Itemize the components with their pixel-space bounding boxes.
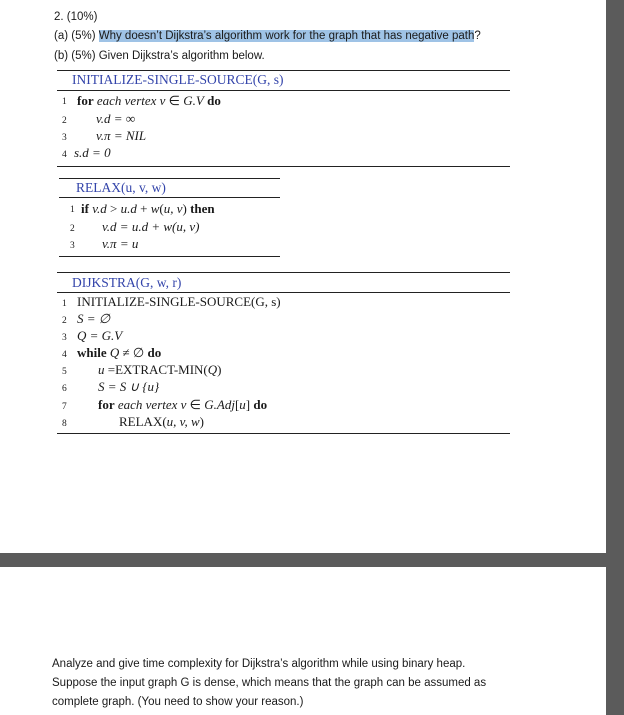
viewer-background-right-lower bbox=[606, 567, 624, 715]
relax-title: RELAX(u, v, w) bbox=[76, 180, 166, 195]
relax-line-1: if v.d > u.d + w(u, v) then bbox=[81, 201, 215, 216]
dijkstra-line-8: RELAX(u, v, w) bbox=[119, 414, 204, 429]
init-line-1: for each vertex v ∈ G.V do bbox=[77, 93, 221, 108]
relax-line-2: v.d = u.d + w(u, v) bbox=[102, 219, 200, 234]
dijkstra-line-2: S = ∅ bbox=[77, 311, 111, 326]
init-line-2: v.d = ∞ bbox=[96, 111, 136, 126]
init-line-number: 1 bbox=[62, 97, 67, 107]
init-line-number: 4 bbox=[62, 150, 67, 160]
question-header: 2. (10%) bbox=[54, 11, 98, 23]
dijkstra-bottom-rule bbox=[57, 433, 510, 434]
dijkstra-line-number: 7 bbox=[62, 402, 67, 412]
init-bottom-rule bbox=[57, 166, 510, 167]
dijkstra-line-6: S = S ∪ {u} bbox=[98, 379, 160, 394]
relax-line-number: 2 bbox=[70, 224, 75, 234]
page-separator bbox=[0, 553, 624, 567]
dijkstra-line-number: 8 bbox=[62, 419, 67, 429]
page2-line-3: complete graph. (You need to show your reason.) bbox=[52, 696, 304, 708]
relax-line-number: 3 bbox=[70, 241, 75, 251]
init-title-rule bbox=[57, 90, 510, 91]
relax-title-rule bbox=[59, 197, 280, 198]
question-part-a bbox=[54, 29, 481, 43]
init-title: INITIALIZE-SINGLE-SOURCE(G, s) bbox=[72, 72, 284, 87]
init-line-number: 2 bbox=[62, 116, 67, 126]
dijkstra-line-number: 4 bbox=[62, 350, 67, 360]
relax-line-number: 1 bbox=[70, 205, 75, 215]
dijkstra-line-7: for each vertex v ∈ G.Adj[u] do bbox=[98, 397, 268, 412]
part-a-prefix: (a) (5%) bbox=[54, 30, 99, 42]
dijkstra-line-number: 3 bbox=[62, 333, 67, 343]
init-top-rule bbox=[57, 70, 510, 71]
init-line-3: v.π = NIL bbox=[96, 128, 147, 143]
dijkstra-top-rule bbox=[57, 272, 510, 273]
relax-bottom-rule bbox=[59, 256, 280, 257]
dijkstra-line-number: 5 bbox=[62, 367, 67, 377]
part-a-highlighted-text[interactable]: Why doesn’t Dijkstra’s algorithm work for the graph that has negative path bbox=[98, 30, 475, 42]
page2-line-2: Suppose the input graph G is dense, which means that the graph can be assumed as bbox=[52, 677, 487, 689]
init-line-number: 3 bbox=[62, 133, 67, 143]
dijkstra-line-number: 2 bbox=[62, 316, 67, 326]
dijkstra-line-4: while Q ≠ ∅ do bbox=[77, 345, 162, 360]
dijkstra-title: DIJKSTRA(G, w, r) bbox=[72, 275, 182, 290]
relax-line-3: v.π = u bbox=[102, 236, 139, 251]
init-line-4: s.d = 0 bbox=[74, 145, 111, 160]
part-a-suffix: ? bbox=[474, 30, 481, 42]
dijkstra-line-number: 1 bbox=[62, 299, 67, 309]
question-part-b: (b) (5%) Given Dijkstra’s algorithm below. bbox=[54, 50, 265, 62]
document-page-2 bbox=[0, 567, 606, 715]
dijkstra-line-number: 6 bbox=[62, 384, 67, 394]
dijkstra-title-rule bbox=[57, 292, 510, 293]
dijkstra-line-1: INITIALIZE-SINGLE-SOURCE(G, s) bbox=[77, 294, 281, 309]
relax-top-rule bbox=[59, 178, 280, 179]
dijkstra-line-5: u =EXTRACT-MIN(Q) bbox=[98, 362, 222, 377]
dijkstra-line-3: Q = G.V bbox=[77, 328, 123, 343]
page2-line-1: Analyze and give time complexity for Dijkstra’s algorithm while using binary heap. bbox=[52, 658, 466, 670]
viewer-background-right bbox=[606, 0, 624, 567]
